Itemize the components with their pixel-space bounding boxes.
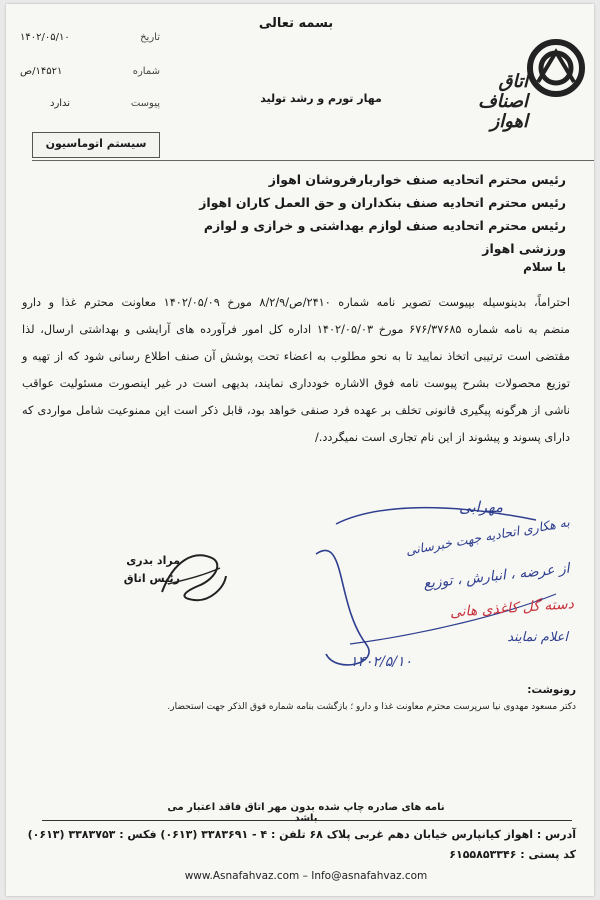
footer-postal: کد پستی : ۶۱۵۵۸۵۳۳۴۶ xyxy=(449,848,576,861)
body-line: منضم به نامه شماره ۶۷۶/۳۷۶۸۵ مورخ ۱۴۰۲/۰۵/۰۳ اداره کل امور فرآورده های آرایشی و بهداشتی ارسال، لذا xyxy=(22,323,570,336)
body-line: دارای پسوند و پیشوند از این نام تجاری است نمیگردد./ xyxy=(315,431,570,444)
footer-address: آدرس : اهواز کیانپارس خیابان دهم غربی پلاک ۶۸ تلفن : ۴ - ۳۳۸۳۶۹۱ (۰۶۱۳) فکس : ۳۳۸۳۷۵۳ (۰۶۱۳) xyxy=(27,828,576,841)
body-line: توزیع محصولات بشرح پیوست نامه فوق الاشاره خودداری نمایند، بدیهی است در غیر اینصورت مسئولیت عواقب xyxy=(22,377,570,390)
basmala: بسمه تعالی xyxy=(258,16,334,31)
body-line: مقتضی است ترتیبی اتخاذ نمایید تا به نحو مطلوب به اعضاء تحت پوشش آن صنف اطلاع رسانی شود که از تهیه و xyxy=(22,350,570,363)
slogan: مهار تورم و رشد تولید xyxy=(260,92,382,105)
attachment-value: ندارد xyxy=(50,98,71,109)
letter-meta xyxy=(20,32,170,112)
handwritten-name: مهرابی xyxy=(458,498,504,516)
header-divider xyxy=(32,160,594,161)
number-label: شماره xyxy=(132,66,160,77)
handwritten-date: ۱۴۰۲/۵/۱۰ xyxy=(350,654,413,670)
handwritten-line: از عرضه ، انبارش ، توزیع xyxy=(422,560,571,592)
chamber-logo xyxy=(456,38,586,132)
chamber-emblem-icon xyxy=(526,38,586,98)
letter-page xyxy=(6,4,594,896)
recipient-line: رئیس محترم اتحادیه صنف بنکداران و حق العمل کاران اهواز xyxy=(199,195,566,210)
footer-divider xyxy=(42,820,572,821)
system-label: سیستم اتوماسیون xyxy=(32,132,160,158)
signature-image xyxy=(154,540,234,610)
cc-label: رونوشت: xyxy=(527,684,576,696)
handwritten-line: دسته گل کاغذی هانی xyxy=(449,596,575,621)
handwritten-line: به هکاری اتحادیه جهت خبرسانی xyxy=(404,514,571,558)
greeting: با سلام xyxy=(523,260,566,274)
handwritten-note xyxy=(306,484,576,684)
footer-notice: نامه های صادره چاپ شده بدون مهر اتاق فاقد اعتبار می باشد xyxy=(167,802,445,824)
body-line: احتراماً، بدینوسیله بپیوست تصویر نامه شماره ۲۴۱۰/ص/۸/۲/۹ مورخ ۱۴۰۲/۰۵/۰۹ معاونت محترم غذا و دارو xyxy=(22,296,570,309)
date-value: ۱۴۰۲/۰۵/۱۰ xyxy=(20,32,70,43)
body-line: ناشی از هرگونه پیگیری قانونی تخلف بر عهده فرد صنفی خواهد بود، قابل ذکر است این ممنوعیت شامل مواردی که xyxy=(22,404,570,417)
letter-body xyxy=(22,292,570,454)
recipient-line: رئیس محترم اتحادیه صنف لوازم بهداشتی و خرازی و لوازم ورزشی اهواز xyxy=(203,218,566,256)
date-label: تاریخ xyxy=(140,32,160,43)
handwritten-line: اعلام نمایند xyxy=(507,630,568,645)
logo-text: اتاق اصناف اهواز xyxy=(478,71,528,132)
recipient-line: رئیس محترم اتحادیه صنف خواربارفروشان اهواز xyxy=(268,172,566,187)
recipients-block xyxy=(156,168,566,260)
cc-text: دکتر مسعود مهدوی نیا سرپرست محترم معاونت غذا و دارو ؛ بازگشت بنامه شماره فوق الذکر جهت استحضار. xyxy=(167,702,576,712)
footer-web: www.Asnafahvaz.com – Info@asnafahvaz.com xyxy=(184,870,428,882)
signatory-title: رئیس اتاق xyxy=(123,572,180,585)
attachment-label: پیوست xyxy=(130,98,160,109)
signatory-name: مراد بدری xyxy=(126,554,180,567)
number-value: ۱۴۵۲۱/ص xyxy=(20,66,63,77)
